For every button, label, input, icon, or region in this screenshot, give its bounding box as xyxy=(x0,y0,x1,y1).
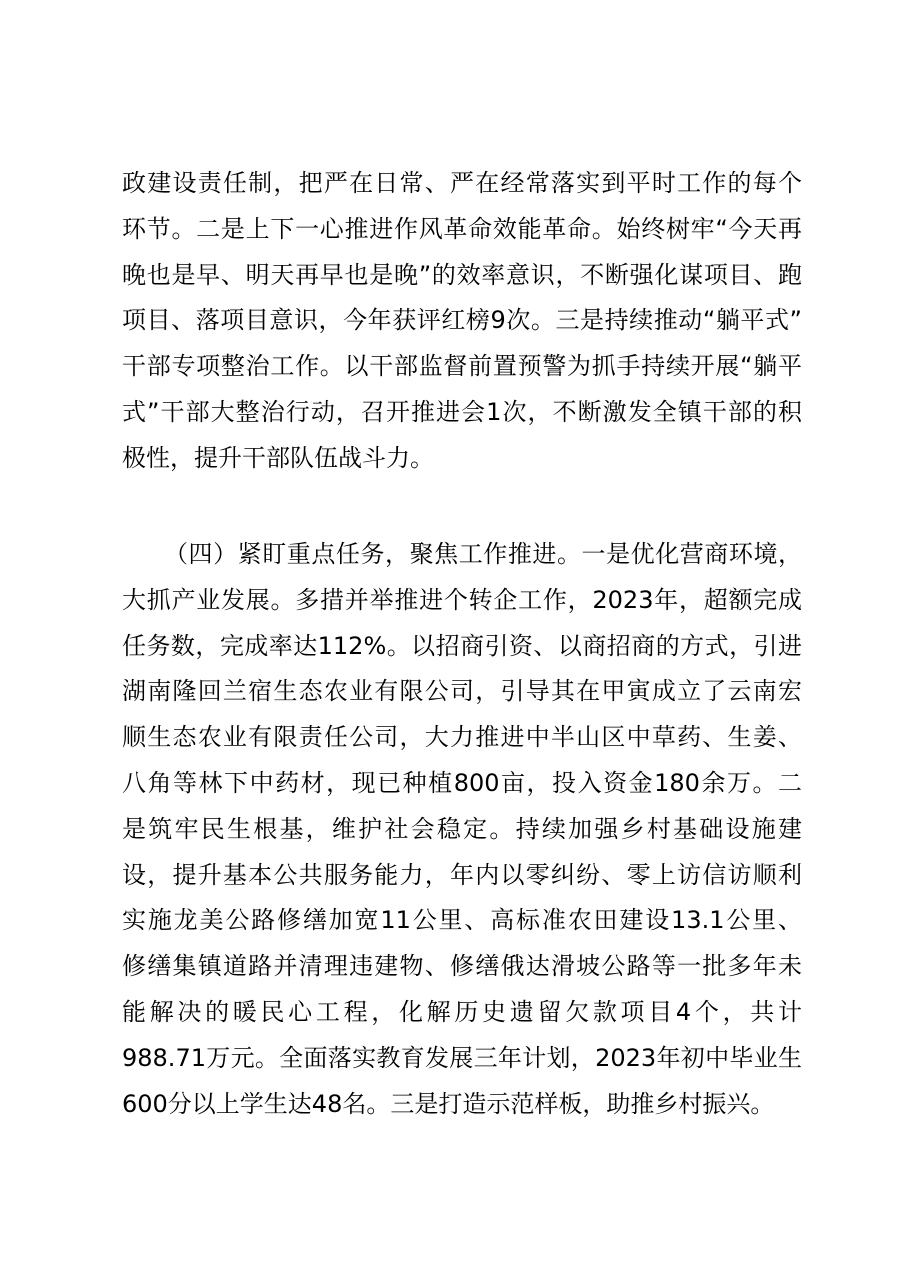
text-line: 政建设责任制，把严在日常、严在经常落实到平时工作的每个 xyxy=(122,169,802,197)
text-line: （四）紧盯重点任务，聚焦工作推进。一是优化营商环境， xyxy=(164,540,802,568)
text-line: 大抓产业发展。多措并举推进个转企工作，2023年，超额完成 xyxy=(122,585,802,614)
text-line: 是筑牢民生根基，维护社会稳定。持续加强乡村基础设施建 xyxy=(122,814,802,843)
text-line: 实施龙美公路修缮加宽11公里、高标准农田建设13.1公里、 xyxy=(122,906,802,935)
text-line: 湖南隆回兰宿生态农业有限公司，引导其在甲寅成立了云南宏 xyxy=(122,677,802,706)
text-line: 任务数，完成率达112%。以招商引资、以商招商的方式，引进 xyxy=(122,631,802,660)
paragraph-2 xyxy=(122,532,802,1127)
text-line: 修缮集镇道路并清理违建物、修缮俄达滑坡公路等一批多年未 xyxy=(122,952,802,981)
text-line: 干部专项整治工作。以干部监督前置预警为抓手持续开展“躺平 xyxy=(122,352,802,381)
text-line: 988.71万元。全面落实教育发展三年计划，2023年初中毕业生 xyxy=(122,1043,802,1072)
paragraph-1 xyxy=(122,161,802,482)
text-line: 式”干部大整治行动，召开推进会1次，不断激发全镇干部的积 xyxy=(122,397,802,426)
text-line: 能解决的暖民心工程，化解历史遗留欠款项目4个，共计 xyxy=(122,997,802,1026)
text-line: 极性，提升干部队伍战斗力。 xyxy=(122,443,434,472)
text-line: 晚也是早、明天再早也是晚”的效率意识，不断强化谋项目、跑 xyxy=(122,260,802,289)
text-line: 环节。二是上下一心推进作风革命效能革命。始终树牢“今天再 xyxy=(122,214,802,243)
text-line: 设，提升基本公共服务能力，年内以零纠纷、零上访信访顺利 xyxy=(122,860,802,889)
text-line: 顺生态农业有限责任公司，大力推进中半山区中草药、生姜、 xyxy=(122,723,802,752)
text-line: 八角等林下中药材，现已种植800亩，投入资金180余万。二 xyxy=(122,768,802,797)
text-line: 项目、落项目意识，今年获评红榜9次。三是持续推动“躺平式” xyxy=(122,306,802,335)
text-line: 600分以上学生达48名。三是打造示范样板，助推乡村振兴。 xyxy=(122,1089,775,1118)
